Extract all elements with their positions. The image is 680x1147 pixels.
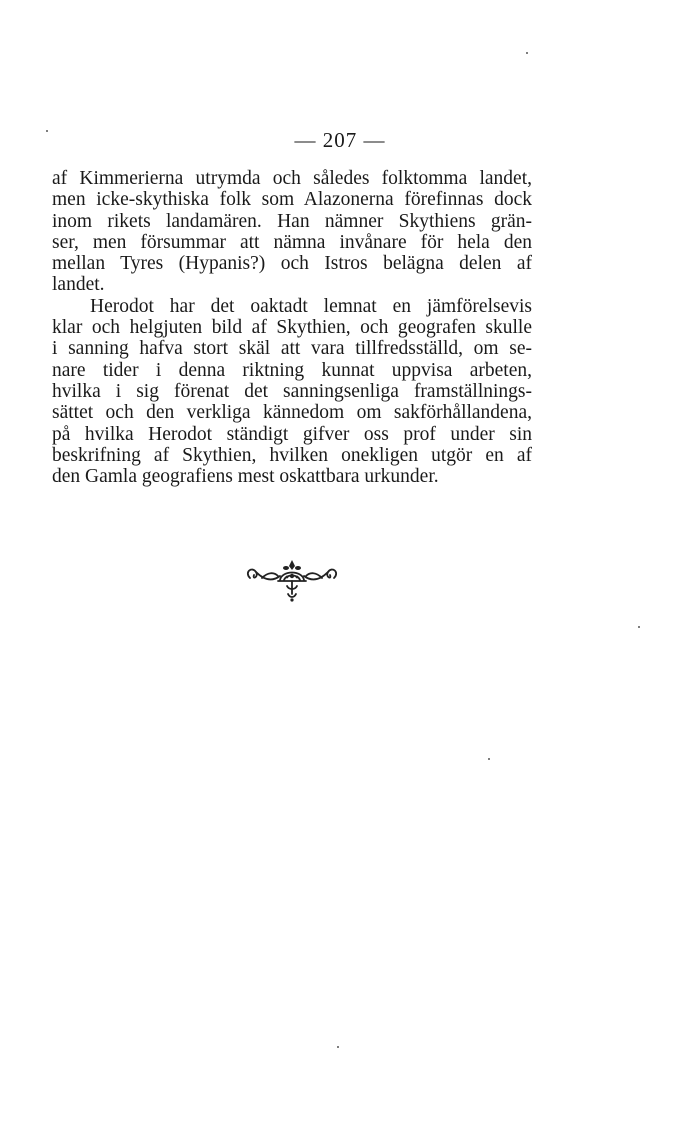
text-line: landet. [52,274,105,296]
print-speck [46,130,48,132]
print-speck [526,52,528,54]
page-number: — 207 — [294,128,386,152]
print-speck [638,626,640,628]
text-line: mellan Tyres (Hypanis?) och Istros belägna delen af [52,253,532,275]
paragraph-2 [52,296,532,488]
text-line: hvilka i sig förenat det sanningsenliga framställnings- [52,380,532,402]
text-line: den Gamla geografiens mest oskattbara urkunder. [52,466,439,488]
print-speck [337,1046,339,1048]
text-line: på hvilka Herodot ständigt gifver oss prof under sin [52,423,532,445]
text-line: men icke-skythiska folk som Alazonerna förefinnas dock [52,189,532,211]
text-line: i sanning hafva stort skäl att vara tillfredsställd, om se- [52,338,532,360]
text-line: beskrifning af Skythien, hvilken onekligen utgör en af [52,444,532,466]
text-line: klar och helgjuten bild af Skythien, och geografen skulle [52,317,532,339]
print-speck [488,758,490,760]
text-line: Herodot har det oaktadt lemnat en jämförelsevis [90,295,532,317]
fleuron-icon [242,558,342,604]
text-line: ser, men försummar att nämna invånare för hela den [52,231,532,253]
text-line: sättet och den verkliga kännedom om sakförhållandena, [52,402,532,424]
paragraph-1 [52,168,532,296]
text-line: inom rikets landamären. Han nämner Skythiens grän- [52,210,532,232]
body-text [52,168,532,487]
text-line: af Kimmerierna utrymda och således folktomma landet, [52,168,532,189]
text-line: nare tider i denna riktning kunnat uppvisa arbeten, [52,359,532,381]
